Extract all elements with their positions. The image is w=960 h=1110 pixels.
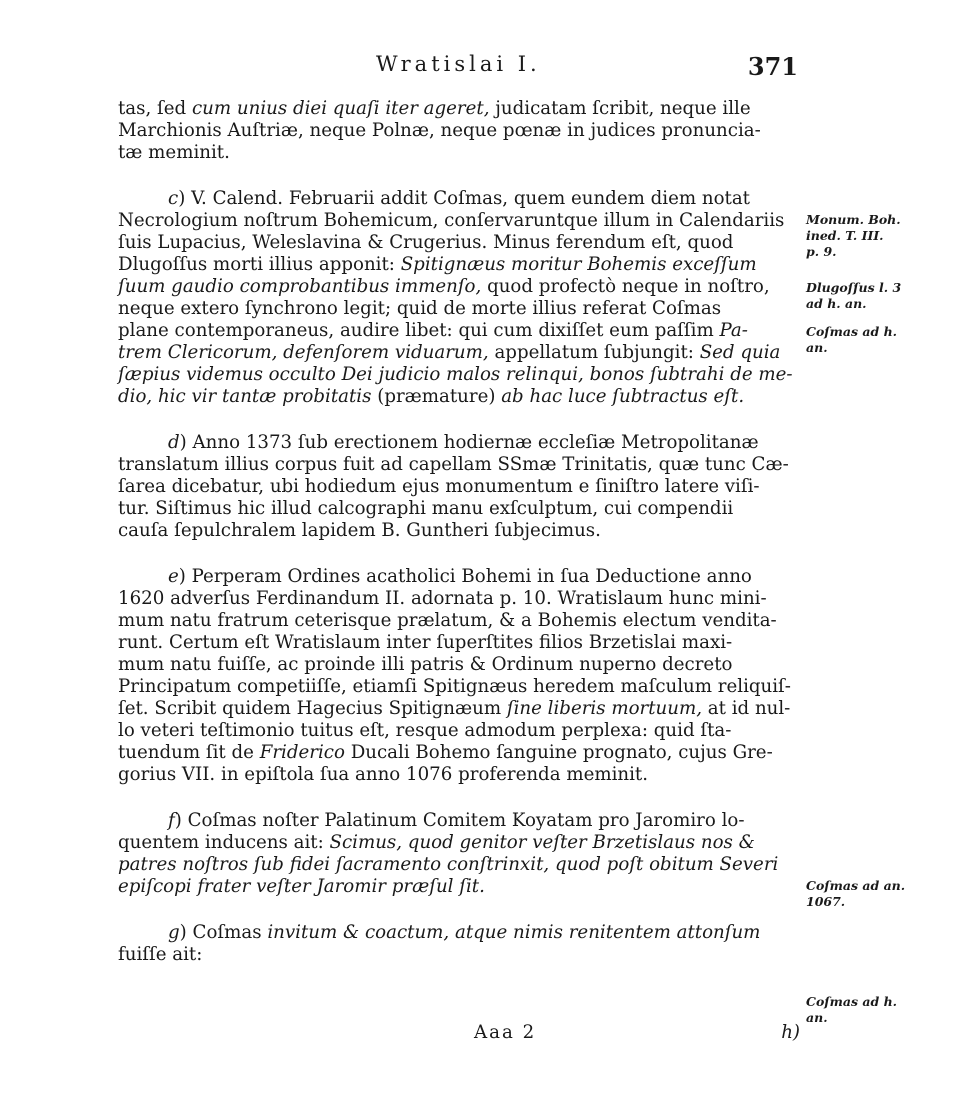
text: Principatum competiiſſe, etiamſi Spitignæus heredem maſculum reliquiſ- — [118, 676, 791, 697]
italic-text: trem Clericorum, defenſorem viduarum, — [118, 342, 489, 363]
italic-text: patres noſtros ſub fidei ſacramento conſtrinxit, quod poſt obitum Severi — [118, 854, 779, 875]
text: ) V. Calend. Februarii addit Coſmas, quem eundem diem notat — [178, 188, 750, 209]
italic-text: d — [168, 432, 180, 453]
text-line — [118, 632, 800, 654]
text-line — [118, 276, 800, 298]
text-line — [118, 566, 800, 588]
text: ſarea dicebatur, ubi hodiedum ejus monumentum e ſiniſtro latere viſi- — [118, 476, 760, 497]
margin-note-dlugossus — [806, 280, 956, 312]
text-line — [118, 876, 800, 898]
catchword: h) — [781, 1022, 800, 1043]
text: ) Coſmas — [179, 922, 268, 943]
text: fuiſſe ait: — [118, 944, 203, 965]
margin-line: Dlugoſſus l. 3 — [806, 280, 902, 295]
italic-text: Pa- — [719, 320, 748, 341]
text: Ducali Bohemo ſanguine prognato, cujus Gre- — [344, 742, 773, 763]
text: Dlugoſſus morti illius apponit: — [118, 254, 401, 275]
text-line — [118, 498, 800, 520]
text: tur. Siſtimus hic illud calcographi manu exſculptum, cui compendii — [118, 498, 734, 519]
text: mum natu fratrum ceterisque prælatum, & a Bohemis electum vendita- — [118, 610, 777, 631]
text-line — [118, 520, 800, 542]
text-line — [118, 698, 800, 720]
text: gorius VII. in epiſtola ſua anno 1076 proferenda meminit. — [118, 764, 649, 785]
text-line — [118, 676, 800, 698]
italic-text: invitum & coactum, atque nimis renitentem attonſum — [267, 922, 761, 943]
text-line — [118, 386, 800, 408]
text-line — [118, 588, 800, 610]
italic-text: ſuum gaudio comprobantibus immenſo, — [118, 276, 482, 297]
text: runt. Certum eſt Wratislaum inter ſuperſtites filios Brzetislai maxi- — [118, 632, 733, 653]
text-line — [118, 832, 800, 854]
italic-text: f — [168, 810, 175, 831]
italic-text: ſine liberis mortuum, — [506, 698, 702, 719]
margin-line: Coſmas ad h. — [806, 324, 898, 339]
margin-note-cosmas — [806, 324, 956, 356]
text: ) Perperam Ordines acatholici Bohemi in ſua Deductione anno — [178, 566, 752, 587]
text-line — [118, 476, 800, 498]
page-number: 371 — [747, 52, 798, 81]
text-line — [118, 944, 800, 966]
text-line — [118, 342, 800, 364]
footnote-g — [118, 922, 800, 966]
text: quod profectò neque in noſtro, — [481, 276, 770, 297]
text-line — [118, 232, 800, 254]
italic-text: g — [168, 922, 180, 943]
footnote-d — [118, 432, 800, 542]
italic-text: Scimus, quod genitor veſter Brzetislaus nos & — [329, 832, 755, 853]
text-line — [118, 98, 800, 120]
text-line — [118, 922, 800, 944]
margin-note-cosmas-g — [806, 994, 956, 1026]
margin-line: 1067. — [806, 894, 846, 909]
text-line — [118, 720, 800, 742]
text: (præmature) — [371, 386, 502, 407]
paragraph-continuation — [118, 98, 800, 164]
margin-line: ined. T. III. — [806, 228, 884, 243]
text-line — [118, 210, 800, 232]
page-body — [118, 98, 800, 966]
text-line — [118, 764, 800, 786]
text: appellatum ſubjungit: — [488, 342, 700, 363]
margin-note-cosmas-1067 — [806, 878, 956, 910]
italic-text: epiſcopi frater veſter Jaromir præſul ſit. — [118, 876, 485, 897]
page-footer — [118, 1022, 800, 1046]
italic-text: ab hac luce ſubtractus eſt. — [501, 386, 745, 407]
text: tæ meminit. — [118, 142, 230, 163]
text: tuendum ſit de — [118, 742, 260, 763]
text-line — [118, 432, 800, 454]
italic-text: ſæpius videmus occulto Dei judicio malos relinqui, bonos ſubtrahi de me- — [118, 364, 793, 385]
text: ſuis Lupacius, Weleslavina & Crugerius. Minus ferendum eſt, quod — [118, 232, 734, 253]
italic-text: Friderico — [259, 742, 345, 763]
text: 1620 adverſus Ferdinandum II. adornata p. 10. Wratislaum hunc mini- — [118, 588, 767, 609]
text-line — [118, 254, 800, 276]
text: ſet. Scribit quidem Hagecius Spitignæum — [118, 698, 507, 719]
text: mum natu fuiſſe, ac proinde illi patris & Ordinum nuperno decreto — [118, 654, 733, 675]
margin-line: Coſmas ad h. — [806, 994, 898, 1009]
text: Necrologium noſtrum Bohemicum, conſervaruntque illum in Calendariis — [118, 210, 785, 231]
italic-text: e — [168, 566, 179, 587]
italic-text: Spitignæus moritur Bohemis exceſſum — [400, 254, 757, 275]
text: ) Anno 1373 ſub erectionem hodiernæ eccleſiæ Metropolitanæ — [179, 432, 759, 453]
text-line — [118, 142, 800, 164]
text-line — [118, 610, 800, 632]
text-line — [118, 120, 800, 142]
text-line — [118, 654, 800, 676]
text: Marchionis Auſtriæ, neque Polnæ, neque pœnæ in judices pronuncia- — [118, 120, 761, 141]
text-line — [118, 742, 800, 764]
margin-line: ad h. an. — [806, 296, 867, 311]
text: quentem inducens ait: — [118, 832, 330, 853]
text-line — [118, 188, 800, 210]
text-line — [118, 854, 800, 876]
margin-line: an. — [806, 1010, 828, 1025]
signature-mark: Aaa 2 — [474, 1022, 537, 1043]
margin-line: p. 9. — [806, 244, 837, 259]
italic-text: dio, hic vir tantæ probitatis — [118, 386, 372, 407]
italic-text: cum unius diei quaſi iter ageret, — [191, 98, 490, 119]
footnote-f — [118, 810, 800, 898]
footnote-c — [118, 188, 800, 408]
text: tas, ſed — [118, 98, 192, 119]
margin-line: an. — [806, 340, 828, 355]
margin-line: Monum. Boh. — [806, 212, 901, 227]
text: translatum illius corpus fuit ad capellam SSmæ Trinitatis, quæ tunc Cæ- — [118, 454, 789, 475]
text: ) Coſmas noſter Palatinum Comitem Koyatam pro Jaromiro lo- — [174, 810, 745, 831]
text: neque extero ſynchrono legit; quid de morte illius referat Coſmas — [118, 298, 722, 319]
text: plane contemporaneus, audire libet: qui cum dixiſſet eum paſſim — [118, 320, 720, 341]
text-line — [118, 364, 800, 386]
text: at id nul- — [701, 698, 791, 719]
margin-note-monumenta — [806, 212, 956, 260]
page-header — [118, 52, 798, 92]
text-line — [118, 810, 800, 832]
text-line — [118, 320, 800, 342]
text-line — [118, 454, 800, 476]
text-line — [118, 298, 800, 320]
text: cauſa ſepulchralem lapidem B. Guntheri ſubjecimus. — [118, 520, 601, 541]
running-title: Wratislai I. — [376, 52, 541, 76]
italic-text: Sed quia — [699, 342, 781, 363]
margin-line: Coſmas ad an. — [806, 878, 906, 893]
text: judicatam ſcribit, neque ille — [489, 98, 751, 119]
italic-text: c — [168, 188, 179, 209]
footnote-e — [118, 566, 800, 786]
text: lo veteri teſtimonio tuitus eſt, resque admodum perplexa: quid ſta- — [118, 720, 732, 741]
